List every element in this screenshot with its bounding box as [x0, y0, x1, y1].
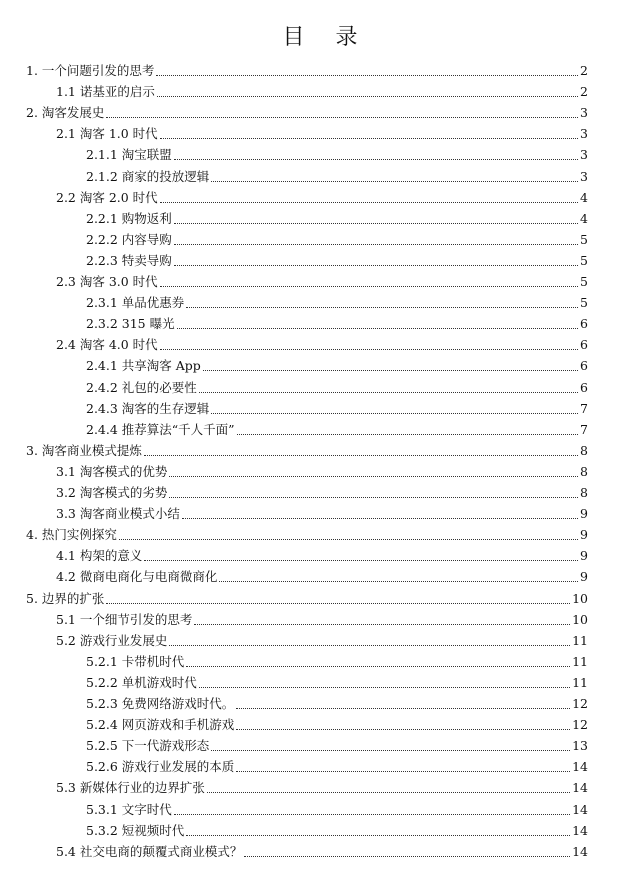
toc-entry-page: 5: [580, 252, 588, 268]
toc-entry-title: 5.1 一个细节引发的思考: [56, 611, 193, 627]
toc-entry[interactable]: [26, 58, 588, 79]
toc-entry[interactable]: [86, 396, 588, 417]
toc-entry-page: 3: [580, 126, 588, 142]
toc-entry[interactable]: [86, 142, 588, 163]
toc-entry-title: 2.3.1 单品优惠券: [86, 295, 185, 311]
toc-entry-page: 5: [580, 231, 588, 247]
toc-entry-title: 2.4.1 共享淘客 App: [86, 358, 201, 374]
dot-leader: [207, 792, 570, 793]
toc-entry-title: 2.2.3 特卖导购: [86, 252, 172, 268]
toc-entry-page: 5: [580, 274, 588, 289]
dot-leader: [119, 539, 578, 540]
dot-leader: [177, 328, 578, 329]
toc-entry-page: 14: [572, 780, 588, 796]
toc-entry-title: 5.2.1 卡带机时代: [86, 653, 185, 669]
toc-entry-page: 14: [572, 822, 588, 838]
dot-leader: [144, 560, 578, 561]
dot-leader: [169, 497, 578, 498]
toc-entry[interactable]: [86, 206, 588, 227]
toc-entry-title: 2.2.1 购物返利: [86, 210, 172, 226]
dot-leader: [237, 434, 578, 435]
dot-leader: [169, 645, 570, 646]
toc-entry[interactable]: [86, 733, 588, 754]
toc-entry[interactable]: [56, 839, 588, 860]
toc-entry[interactable]: [56, 480, 588, 501]
toc-entry-page: 12: [572, 717, 588, 733]
dot-leader: [211, 750, 570, 751]
toc-entry-page: 14: [572, 759, 588, 775]
dot-leader: [174, 814, 570, 815]
toc-entry-page: 8: [580, 463, 588, 479]
dot-leader: [169, 476, 578, 477]
dot-leader: [199, 687, 570, 688]
toc-entry-page: 8: [580, 485, 588, 500]
toc-entry-title: 5. 边界的扩张: [26, 590, 105, 606]
toc-entry-title: 5.2.2 单机游戏时代: [86, 674, 197, 690]
toc-entry-page: 3: [580, 147, 588, 163]
toc-entry[interactable]: [56, 121, 588, 142]
toc-entry-title: 2.1.1 淘宝联盟: [86, 147, 172, 163]
dot-leader: [219, 581, 578, 582]
dot-leader: [211, 181, 578, 182]
toc-entry-title: 2.1.2 商家的投放逻辑: [86, 168, 210, 184]
dot-leader: [160, 138, 578, 139]
toc-entry-page: 7: [580, 421, 588, 437]
toc-entry-title: 4.2 微商电商化与电商微商化: [56, 569, 218, 585]
toc-entry-title: 3.3 淘客商业模式小结: [56, 506, 180, 522]
toc-entry-title: 3.2 淘客模式的劣势: [56, 485, 168, 500]
dot-leader: [144, 455, 578, 456]
dot-leader: [160, 202, 578, 203]
toc-entry-page: 11: [572, 674, 588, 690]
dot-leader: [199, 392, 578, 393]
toc-entry-page: 10: [572, 611, 588, 627]
toc-entry[interactable]: [86, 649, 588, 670]
dot-leader: [211, 413, 578, 414]
toc-entry-title: 5.2.3 免费网络游戏时代。: [86, 696, 235, 711]
dot-leader: [174, 244, 578, 245]
toc-entry-title: 2.4.2 礼包的必要性: [86, 379, 197, 395]
toc-entry-page: 14: [572, 801, 588, 817]
toc-entry[interactable]: [26, 586, 588, 607]
toc-entry-page: 6: [580, 358, 588, 374]
dot-leader: [106, 603, 570, 604]
toc-entry[interactable]: [56, 543, 588, 564]
toc-entry-title: 5.3.2 短视频时代: [86, 822, 185, 838]
toc-entry-page: 3: [580, 105, 588, 121]
toc-entry-title: 5.2.5 下一代游戏形态: [86, 738, 210, 754]
toc-entry-title: 2.3.2 315 曝光: [86, 316, 175, 332]
toc-entry[interactable]: [86, 227, 588, 248]
dot-leader: [236, 771, 570, 772]
toc-entry-page: 12: [572, 696, 588, 711]
toc-entry[interactable]: [86, 417, 588, 438]
toc-entry-title: 4. 热门实例探究: [26, 527, 117, 543]
dot-leader: [160, 349, 578, 350]
toc-entry[interactable]: [26, 100, 588, 121]
toc-entry-page: 7: [580, 400, 588, 416]
toc-entry-page: 9: [580, 569, 588, 585]
dot-leader: [186, 307, 578, 308]
toc-entry-page: 4: [580, 189, 588, 205]
dot-leader: [174, 265, 578, 266]
toc-entry-title: 2.3 淘客 3.0 时代: [56, 274, 158, 289]
toc-entry-title: 3.1 淘客模式的优势: [56, 463, 168, 479]
toc-entry-page: 8: [580, 442, 588, 458]
toc-entry-title: 5.2 游戏行业发展史: [56, 632, 168, 648]
dot-leader: [160, 286, 578, 287]
toc-entry[interactable]: [56, 459, 588, 480]
toc-entry-page: 9: [580, 506, 588, 522]
toc-entry-title: 2.2.2 内容导购: [86, 231, 172, 247]
toc-entry-title: 5.2.4 网页游戏和手机游戏: [86, 717, 235, 733]
toc-entry[interactable]: [86, 712, 588, 733]
toc-entry[interactable]: [86, 290, 588, 311]
toc-entry[interactable]: [56, 775, 588, 796]
toc-entry[interactable]: [86, 311, 588, 332]
toc-entry-page: 11: [572, 632, 588, 648]
toc-entry-page: 13: [572, 738, 588, 754]
page-title: 目 录: [282, 25, 370, 50]
toc-entry-title: 2.4.3 淘客的生存逻辑: [86, 400, 210, 416]
toc-entry-page: 6: [580, 337, 588, 353]
toc-entry[interactable]: [86, 691, 588, 712]
toc-entry[interactable]: [56, 79, 588, 100]
dot-leader: [182, 518, 578, 519]
dot-leader: [194, 624, 570, 625]
toc-entry-title: 5.4 社交电商的颠覆式商业模式？: [56, 843, 243, 859]
toc-entry[interactable]: [56, 269, 588, 290]
toc-entry-page: 14: [572, 843, 588, 859]
toc-entry[interactable]: [56, 564, 588, 585]
dot-leader: [244, 856, 570, 857]
toc-entry[interactable]: [56, 607, 588, 628]
dot-leader: [174, 223, 578, 224]
toc-entry-title: 2.4 淘客 4.0 时代: [56, 337, 158, 353]
dot-leader: [186, 835, 570, 836]
toc-entry[interactable]: [86, 670, 588, 691]
toc-entry-page: 2: [580, 63, 588, 78]
toc-entry[interactable]: [56, 501, 588, 522]
toc-entry-title: 3. 淘客商业模式提炼: [26, 442, 142, 458]
toc-entry-page: 11: [572, 653, 588, 669]
toc-entry[interactable]: [56, 628, 588, 649]
toc-entry-title: 5.3 新媒体行业的边界扩张: [56, 780, 205, 796]
toc-entry[interactable]: [86, 375, 588, 396]
dot-leader: [157, 96, 578, 97]
toc-entry-page: 6: [580, 379, 588, 395]
toc-entry-page: 9: [580, 548, 588, 564]
dot-leader: [186, 666, 570, 667]
toc-entry-page: 9: [580, 527, 588, 543]
toc-entry-title: 2.4.4 推荐算法“千人千面”: [86, 421, 235, 437]
dot-leader: [174, 159, 578, 160]
toc-entry[interactable]: [56, 332, 588, 353]
dot-leader: [236, 708, 570, 709]
toc-entry[interactable]: [86, 353, 588, 374]
toc-entry[interactable]: [56, 185, 588, 206]
toc-entry-title: 2. 淘客发展史: [26, 105, 105, 121]
dot-leader: [156, 75, 578, 76]
toc-entry-page: 5: [580, 295, 588, 311]
toc-entry[interactable]: [86, 797, 588, 818]
toc-entry-title: 2.2 淘客 2.0 时代: [56, 189, 158, 205]
toc-entry-title: 5.3.1 文字时代: [86, 801, 172, 817]
toc-entry[interactable]: [86, 818, 588, 839]
toc-entry[interactable]: [26, 522, 588, 543]
toc-entry[interactable]: [86, 248, 588, 269]
toc-entry-page: 3: [580, 168, 588, 184]
toc-entry-page: 2: [580, 84, 588, 100]
toc-entry[interactable]: [86, 754, 588, 775]
dot-leader: [106, 117, 578, 118]
toc-entry-page: 6: [580, 316, 588, 332]
toc-entry-title: 2.1 淘客 1.0 时代: [56, 126, 158, 142]
toc-entry-title: 4.1 构架的意义: [56, 548, 143, 564]
toc-entry-title: 5.2.6 游戏行业发展的本质: [86, 759, 235, 775]
toc-entry[interactable]: [26, 438, 588, 459]
dot-leader: [236, 729, 570, 730]
toc-entry-page: 10: [572, 590, 588, 606]
toc-entry-title: 1.1 诺基亚的启示: [56, 84, 155, 100]
toc-entry-page: 4: [580, 210, 588, 226]
toc-entry[interactable]: [86, 164, 588, 185]
toc-entry-title: 1. 一个问题引发的思考: [26, 63, 155, 78]
dot-leader: [203, 370, 578, 371]
